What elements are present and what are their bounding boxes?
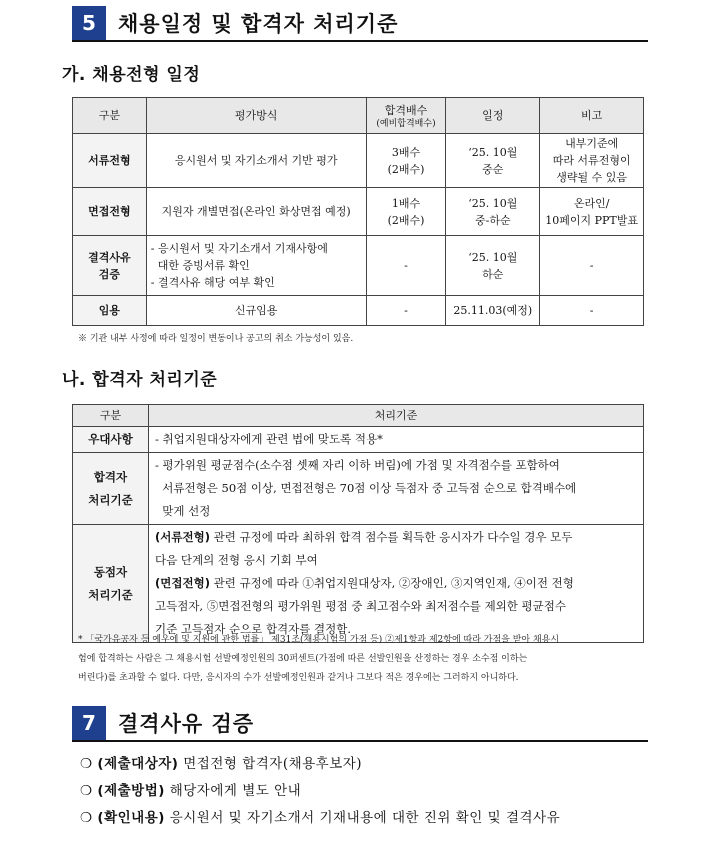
row-text: (서류전형) 관련 규정에 따라 최하위 합격 점수를 획득한 응시자가 다수일 경우 모두 다음 단계의 전형 응시 기회 부여 (면접전형) 관련 규정에 따라 ①취업지원대상자, ②장애인, ③지역인재, ④이전 전형 고득점자, ⑤면접전형의 평가위원 평점 중 최고점수와 최저점수를 제외한 평균점수 기준 고득점자 순으로 합격자를 결정함. (149, 525, 644, 643)
row-multiple: 3배수 (2배수) (366, 134, 446, 188)
section-rule (72, 740, 648, 742)
table-row (73, 427, 644, 453)
section-number: 5 (72, 6, 106, 40)
table-row (73, 525, 644, 643)
header-category: 구분 (73, 405, 149, 427)
bullet-item: ❍ (제출방법) 해당자에게 별도 안내 (80, 783, 302, 799)
row-date: ‘25. 10월 중-하순 (446, 188, 540, 236)
section-rule (72, 40, 648, 42)
row-date: ‘25. 10월 하순 (446, 236, 540, 296)
row-name: 결격사유 검증 (73, 236, 147, 296)
row-note: 온라인/ 10페이지 PPT발표 (540, 188, 644, 236)
section-title: 결격사유 검증 (118, 712, 255, 736)
table-row (73, 296, 644, 326)
header-category: 구분 (73, 98, 147, 134)
row-method: 지원자 개별면접(온라인 화상면접 예정) (146, 188, 366, 236)
table-row (73, 236, 644, 296)
header-criteria: 처리기준 (149, 405, 644, 427)
row-name: 면접전형 (73, 188, 147, 236)
section-7-header (72, 706, 648, 740)
circle-bullet-icon: ❍ (80, 810, 93, 826)
row-name: 합격자 처리기준 (73, 453, 149, 525)
row-multiple: - (366, 236, 446, 296)
table-row (73, 134, 644, 188)
row-multiple: 1배수 (2배수) (366, 188, 446, 236)
criteria-table (72, 404, 644, 643)
circle-bullet-icon: ❍ (80, 783, 93, 799)
row-name: 우대사항 (73, 427, 149, 453)
schedule-note: ※ 기관 내부 사정에 따라 일정이 변동이나 공고의 취소 가능성이 있음. (78, 334, 354, 344)
subsection-a-title: 가. 채용전형 일정 (62, 65, 201, 85)
circle-bullet-icon: ❍ (80, 756, 93, 772)
row-name: 임용 (73, 296, 147, 326)
section-title: 채용일정 및 합격자 처리기준 (118, 12, 399, 36)
section-number: 7 (72, 706, 106, 740)
row-note: - (540, 236, 644, 296)
row-note: - (540, 296, 644, 326)
row-name: 동점자 처리기준 (73, 525, 149, 643)
row-date: ‘25. 10월 중순 (446, 134, 540, 188)
table-row (73, 188, 644, 236)
bullet-item: ❍ (확인내용) 응시원서 및 자기소개서 기재내용에 대한 진위 확인 및 결격사유 (80, 810, 561, 826)
row-text: - 평가위원 평균점수(소수점 셋째 자리 이하 버림)에 가점 및 자격점수를 포함하여 서류전형은 50점 이상, 면접전형은 70점 이상 득점자 중 고득점 순으로 합격배수에 맞게 선정 (149, 453, 644, 525)
section-5-header (72, 6, 648, 40)
row-date: 25.11.03(예정) (446, 296, 540, 326)
row-method: - 응시원서 및 자기소개서 기재사항에 대한 증빙서류 확인 - 결격사유 해당 여부 확인 (146, 236, 366, 296)
header-note: 비고 (540, 98, 644, 134)
subsection-b-title: 나. 합격자 처리기준 (62, 370, 218, 390)
row-name: 서류전형 (73, 134, 147, 188)
header-date: 일정 (446, 98, 540, 134)
row-multiple: - (366, 296, 446, 326)
bullet-item: ❍ (제출대상자) 면접전형 합격자(채용후보자) (80, 756, 363, 772)
row-note: 내부기준에 따라 서류전형이 생략될 수 있음 (540, 134, 644, 188)
footnote: * 「국가유공자 등 예우에 및 지원에 관한 법률」 제31조(채용시험의 가점 등) ②제1항과 제2항에 따라 가점을 받아 채용시 험에 합격하는 사람은 그 채용시험 선발예정인원의 30퍼센트(가점에 따른 선발인원을 산정하는 경우 소수점 이하는 버린다)를 초과할 수 없다. 다만, 응시자의 수가 선발예정인원과 같거나 그보다 적은 경우에는 그러하지 아니하다. (78, 635, 560, 683)
table-header-row (73, 98, 644, 134)
header-multiple: 합격배수 (예비합격배수) (366, 98, 446, 134)
row-method: 응시원서 및 자기소개서 기반 평가 (146, 134, 366, 188)
table-header-row (73, 405, 644, 427)
header-method: 평가방식 (146, 98, 366, 134)
row-text: - 취업지원대상자에게 관련 법에 맞도록 적용* (149, 427, 644, 453)
row-method: 신규임용 (146, 296, 366, 326)
table-row (73, 453, 644, 525)
schedule-table (72, 97, 644, 326)
